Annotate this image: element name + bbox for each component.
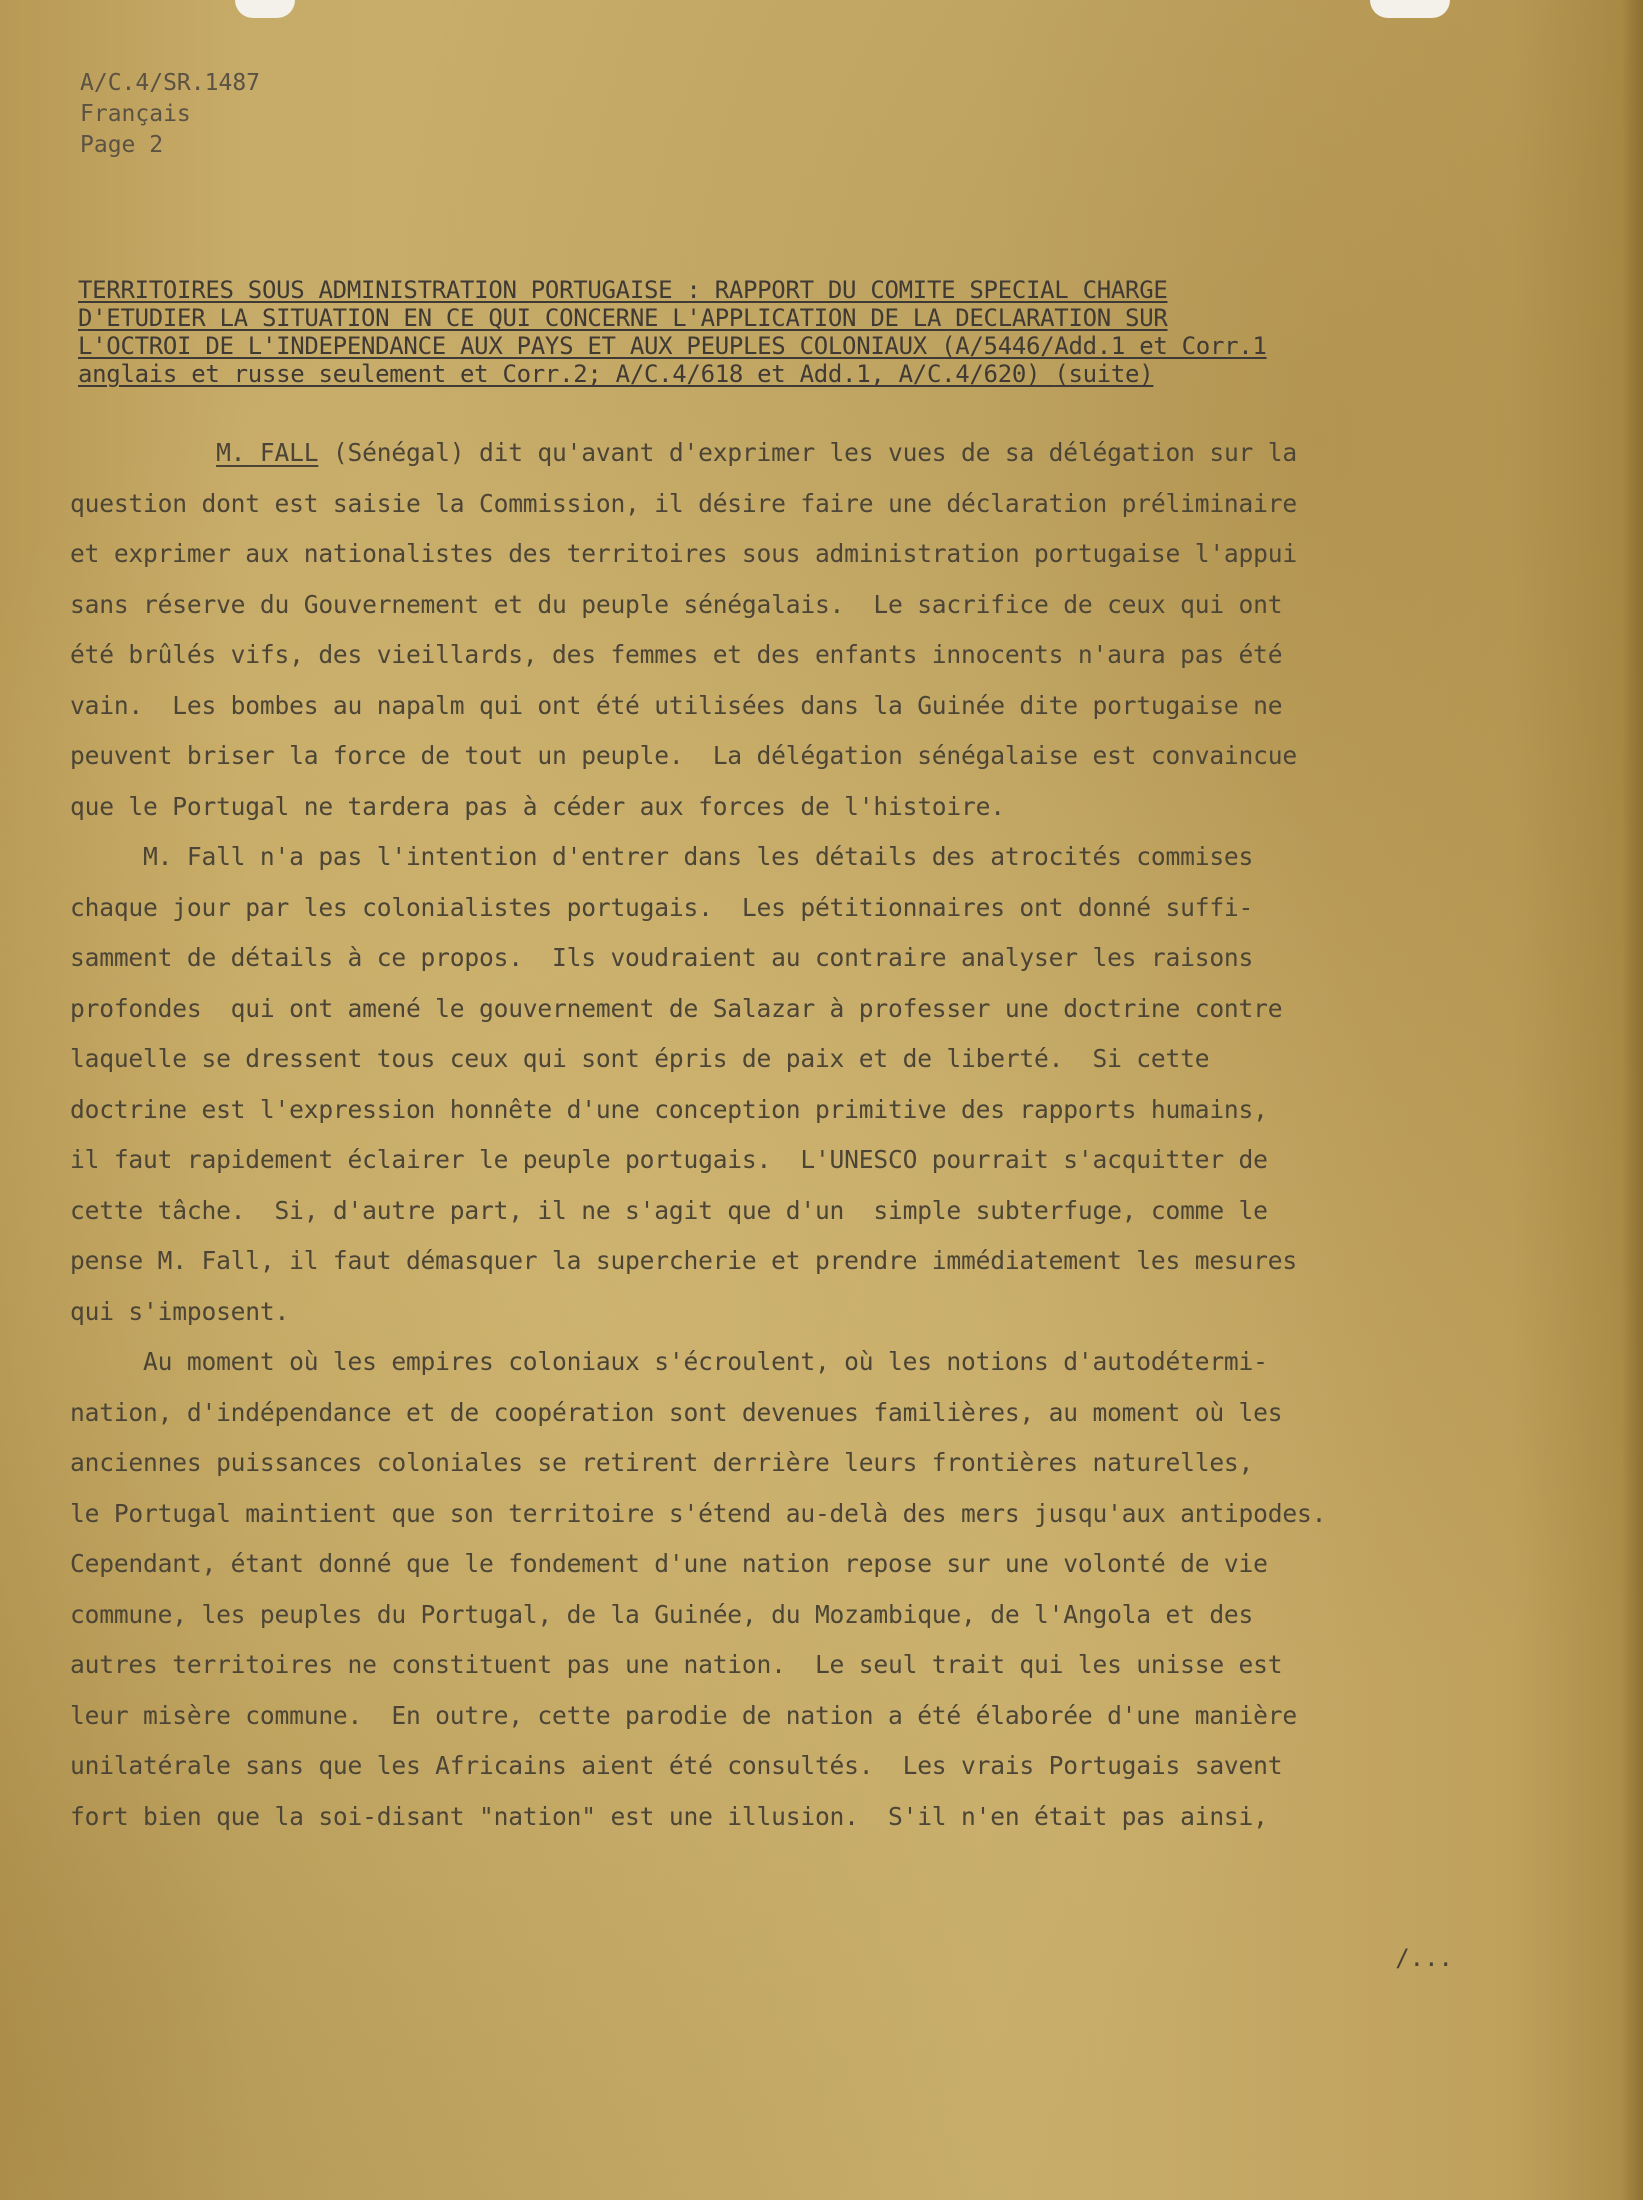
body-line: vain. Les bombes au napalm qui ont été utilisées dans la Guinée dite portugaise ne — [70, 690, 1283, 720]
document-header — [80, 68, 260, 161]
body-line: chaque jour par les colonialistes portugais. Les pétitionnaires ont donné suffi- — [70, 892, 1254, 922]
body-line: Au moment où les empires coloniaux s'écroulent, où les notions d'autodétermi- — [70, 1347, 1268, 1376]
document-body — [70, 428, 1326, 1842]
body-line: que le Portugal ne tardera pas à céder aux forces de l'histoire. — [70, 791, 1005, 821]
continuation-mark: /... — [1395, 1944, 1453, 1972]
title-line: TERRITOIRES SOUS ADMINISTRATION PORTUGAISE : RAPPORT DU COMITE SPECIAL CHARGE — [78, 276, 1168, 304]
document-symbol: A/C.4/SR.1487 — [80, 70, 261, 96]
body-line: été brûlés vifs, des vieillards, des femmes et des enfants innocents n'aura pas été — [70, 640, 1283, 669]
speaker-name: M. FALL — [216, 438, 319, 467]
page-number: Page 2 — [80, 132, 164, 158]
body-line: sans réserve du Gouvernement et du peuple sénégalais. Le sacrifice de ceux qui ont — [70, 589, 1283, 619]
body-line: pense M. Fall, il faut démasquer la supercherie et prendre immédiatement les mesures — [70, 1246, 1297, 1275]
agenda-item-title — [78, 276, 1267, 388]
body-line: doctrine est l'expression honnête d'une conception primitive des rapports humains, — [70, 1094, 1268, 1124]
title-line: L'OCTROI DE L'INDEPENDANCE AUX PAYS ET AUX PEUPLES COLONIAUX (A/5446/Add.1 et Corr.1 — [78, 332, 1267, 360]
paper-tear — [235, 0, 295, 18]
title-suffix: (suite) — [1054, 360, 1154, 388]
body-line: question dont est saisie la Commission, il désire faire une déclaration préliminaire — [70, 488, 1297, 518]
body-line: commune, les peuples du Portugal, de la Guinée, du Mozambique, de l'Angola et des — [70, 1599, 1254, 1629]
body-line: peuvent briser la force de tout un peuple. La délégation sénégalaise est convaincue — [70, 741, 1297, 770]
body-line: fort bien que la soi-disant "nation" est une illusion. S'il n'en était pas ainsi, — [70, 1801, 1268, 1831]
paper-tear — [1370, 0, 1450, 18]
body-line: nation, d'indépendance et de coopération sont devenues familières, au moment où les — [70, 1397, 1283, 1427]
document-language: Français — [80, 101, 191, 127]
body-line: anciennes puissances coloniales se retirent derrière leurs frontières naturelles, — [70, 1448, 1254, 1477]
body-line: et exprimer aux nationalistes des territoires sous administration portugaise l'appui — [70, 539, 1297, 568]
body-line: (Sénégal) dit qu'avant d'exprimer les vues de sa délégation sur la — [318, 438, 1297, 467]
body-line: unilatérale sans que les Africains aient été consultés. Les vrais Portugais savent — [70, 1751, 1283, 1780]
body-line: samment de détails à ce propos. Ils voudraient au contraire analyser les raisons — [70, 943, 1254, 972]
body-line: Cependant, étant donné que le fondement d'une nation repose sur une volonté de vie — [70, 1549, 1268, 1578]
body-line: laquelle se dressent tous ceux qui sont épris de paix et de liberté. Si cette — [70, 1044, 1210, 1073]
title-line: D'ETUDIER LA SITUATION EN CE QUI CONCERNE L'APPLICATION DE LA DECLARATION SUR — [78, 304, 1168, 332]
body-line: il faut rapidement éclairer le peuple portugais. L'UNESCO pourrait s'acquitter de — [70, 1145, 1268, 1174]
body-line: cette tâche. Si, d'autre part, il ne s'agit que d'un simple subterfuge, comme le — [70, 1195, 1268, 1225]
body-line: M. Fall n'a pas l'intention d'entrer dans les détails des atrocités commises — [70, 842, 1254, 871]
body-line: profondes qui ont amené le gouvernement de Salazar à professer une doctrine contre — [70, 993, 1283, 1023]
body-line: le Portugal maintient que son territoire s'étend au-delà des mers jusqu'aux antipodes. — [70, 1498, 1327, 1528]
body-line: autres territoires ne constituent pas une nation. Le seul trait qui les unisse est — [70, 1650, 1283, 1679]
title-line: anglais et russe seulement et Corr.2; A/C.4/618 et Add.1, A/C.4/620) — [78, 360, 1055, 388]
paper-edge-shadow — [1621, 0, 1643, 2200]
body-line: leur misère commune. En outre, cette parodie de nation a été élaborée d'une manière — [70, 1700, 1297, 1730]
body-line: qui s'imposent. — [70, 1296, 290, 1326]
